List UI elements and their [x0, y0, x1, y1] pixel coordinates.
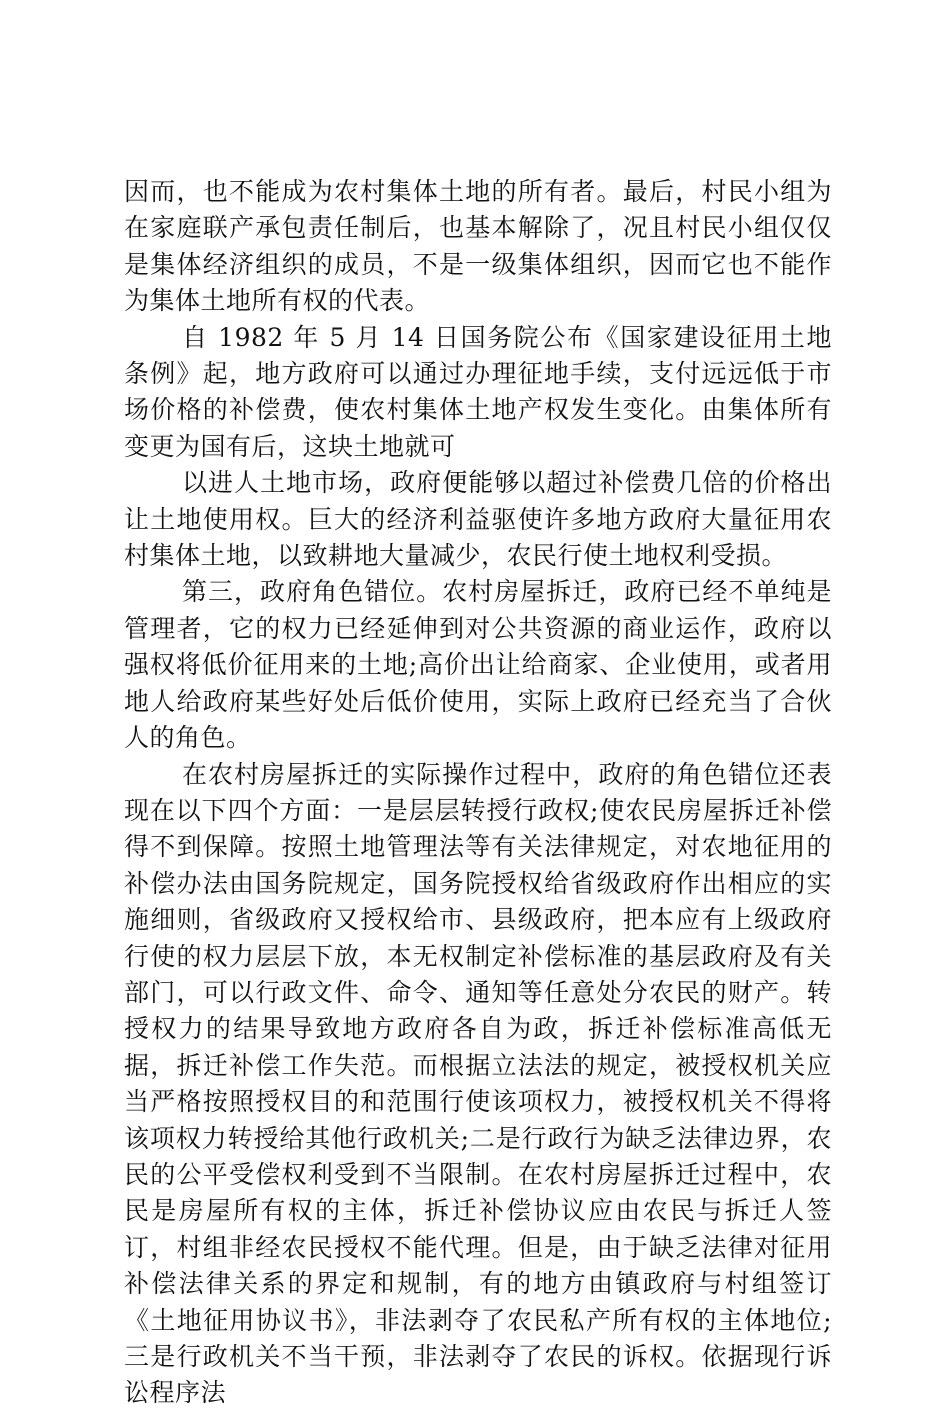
paragraph-5: 在农村房屋拆迁的实际操作过程中，政府的角色错位还表现在以下四个方面：一是层层转授行政权;使农民房屋拆迁补偿得不到保障。按照土地管理法等有关法律规定，对农地征用的补偿办法由国务院规定，国务院授权给省级政府作出相应的实施细则，省级政府又授权给市、县级政府，把本应有上级政府行使的权力层层下放，本无权制定补偿标准的基层政府及有关部门，可以行政文件、命令、通知等任意处分农民的财产。转授权力的结果导致地方政府各自为政，拆迁补偿标准高低无据，拆迁补偿工作失范。而根据立法法的规定，被授权机关应当严格按照授权目的和范围行使该项权力，被授权机关不得将该项权力转授给其他行政机关;二是行政行为缺乏法律边界，农民的公平受偿权利受到不当限制。在农村房屋拆迁过程中，农民是房屋所有权的主体，拆迁补偿协议应由农民与拆迁人签订，村组非经农民授权不能代理。但是，由于缺乏法律对征用补偿法律关系的界定和规制，有的地方由镇政府与村组签订《土地征用协议书》，非法剥夺了农民私产所有权的主体地位;三是行政机关不当干预，非法剥夺了农民的诉权。依据现行诉讼程序法 [124, 759, 832, 1408]
paragraph-2: 自 1982 年 5 月 14 日国务院公布《国家建设征用土地条例》起，地方政府可以通过办理征地手续，支付远远低于市场价格的补偿费，使农村集体土地产权发生变化。由集体所有变更为国有后，这块土地就可 [124, 322, 832, 461]
paragraph-3: 以进人土地市场，政府便能够以超过补偿费几倍的价格出让土地使用权。巨大的经济利益驱使许多地方政府大量征用农村集体土地，以致耕地大量减少，农民行使土地权利受损。 [124, 468, 832, 571]
paragraph-4: 第三，政府角色错位。农村房屋拆迁，政府已经不单纯是管理者，它的权力已经延伸到对公共资源的商业运作，政府以强权将低价征用来的土地;高价出让给商家、企业使用，或者用地人给政府某些好处后低价使用，实际上政府已经充当了合伙人的角色。 [124, 577, 832, 753]
paragraph-1: 因而，也不能成为农村集体土地的所有者。最后，村民小组为在家庭联产承包责任制后，也基本解除了，况且村民小组仅仅是集体经济组织的成员，不是一级集体组织，因而它也不能作为集体土地所有权的代表。 [124, 177, 832, 316]
document-body [124, 174, 832, 1412]
